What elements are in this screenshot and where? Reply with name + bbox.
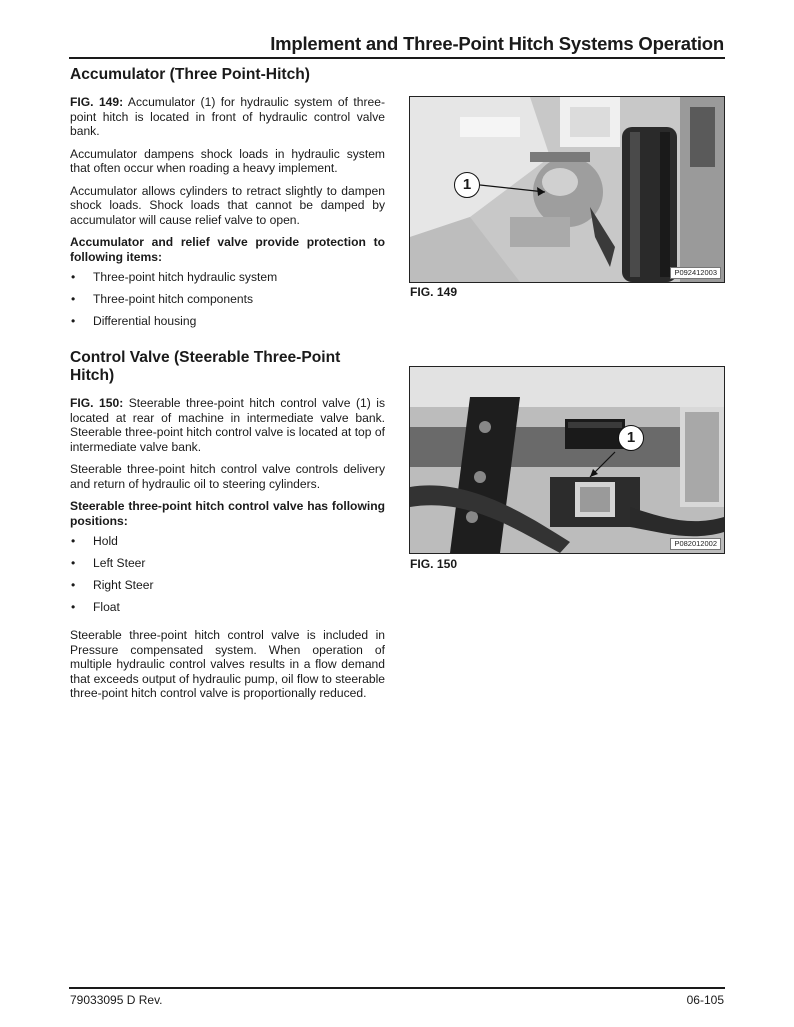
bullet-icon: • [71, 314, 76, 328]
list-item: • Left Steer [71, 556, 146, 570]
list-item: • Differential housing [71, 314, 197, 328]
control-valve-photo [410, 367, 724, 553]
figure-caption: FIG. 149 [410, 285, 458, 299]
page-number: 06-105 [686, 993, 724, 1007]
paragraph: Steerable three-point hitch control valve controls delivery and return of hydraulic oil to steering cylinders. [70, 462, 385, 491]
paragraph [70, 95, 385, 139]
list-lead: Accumulator and relief valve provide protection to following items: [70, 235, 385, 264]
footer-rule [69, 987, 725, 989]
bullet-icon: • [71, 600, 76, 614]
paragraph-text: Steerable three-point hitch control valve (1) is located at rear of machine in intermediate valve bank. Steerable three-point hitch control valve is located at top of intermediate valve bank. [70, 396, 385, 454]
section-heading-control-valve: Control Valve (Steerable Three-Point Hitch) [70, 349, 341, 384]
figure-150-image [409, 366, 725, 554]
figure-reference: FIG. 150: [70, 396, 124, 410]
page-title: Implement and Three-Point Hitch Systems Operation [270, 33, 724, 54]
list-item: • Three-point hitch components [71, 292, 253, 306]
bullet-icon: • [71, 556, 76, 570]
figure-reference: FIG. 149: [70, 95, 124, 109]
list-item: • Float [71, 600, 120, 614]
document-number: 79033095 D Rev. [70, 993, 163, 1007]
figure-caption: FIG. 150 [410, 557, 458, 571]
callout-marker: 1 [618, 425, 644, 451]
paragraph-text: Accumulator (1) for hydraulic system of three-point hitch is located in front of hydraulic control valve bank. [70, 95, 385, 138]
figure-149-image [409, 96, 725, 283]
paragraph: Accumulator dampens shock loads in hydraulic system that often occur when roading a heavy implement. [70, 146, 385, 175]
figure-code: P092412003 [670, 267, 721, 279]
paragraph: Accumulator allows cylinders to retract slightly to dampen shock loads. Shock loads that cannot be damped by accumulator will cause relief valve to open. [70, 183, 385, 227]
list-item: • Hold [71, 534, 118, 548]
list-item: • Three-point hitch hydraulic system [71, 270, 278, 284]
left-column [70, 66, 385, 709]
figure-code: P082012002 [670, 538, 721, 550]
bullet-icon: • [71, 534, 76, 548]
header-rule [69, 57, 725, 59]
callout-marker: 1 [454, 172, 480, 198]
paragraph [70, 396, 385, 454]
bullet-list [70, 270, 385, 336]
bullet-icon: • [71, 270, 76, 284]
bullet-icon: • [71, 578, 76, 592]
list-lead: Steerable three-point hitch control valve has following positions: [70, 499, 385, 528]
paragraph: Steerable three-point hitch control valve is included in Pressure compensated system. When operation of multiple hydraulic control valves results in a flow demand that exceeds output of hydraulic pump, oil flow to steerable three-point hitch control valve is proportionally reduced. [70, 628, 385, 700]
section-heading-accumulator: Accumulator (Three Point-Hitch) [70, 66, 310, 83]
bullet-icon: • [71, 292, 76, 306]
list-item: • Right Steer [71, 578, 154, 592]
bullet-list [70, 534, 385, 622]
